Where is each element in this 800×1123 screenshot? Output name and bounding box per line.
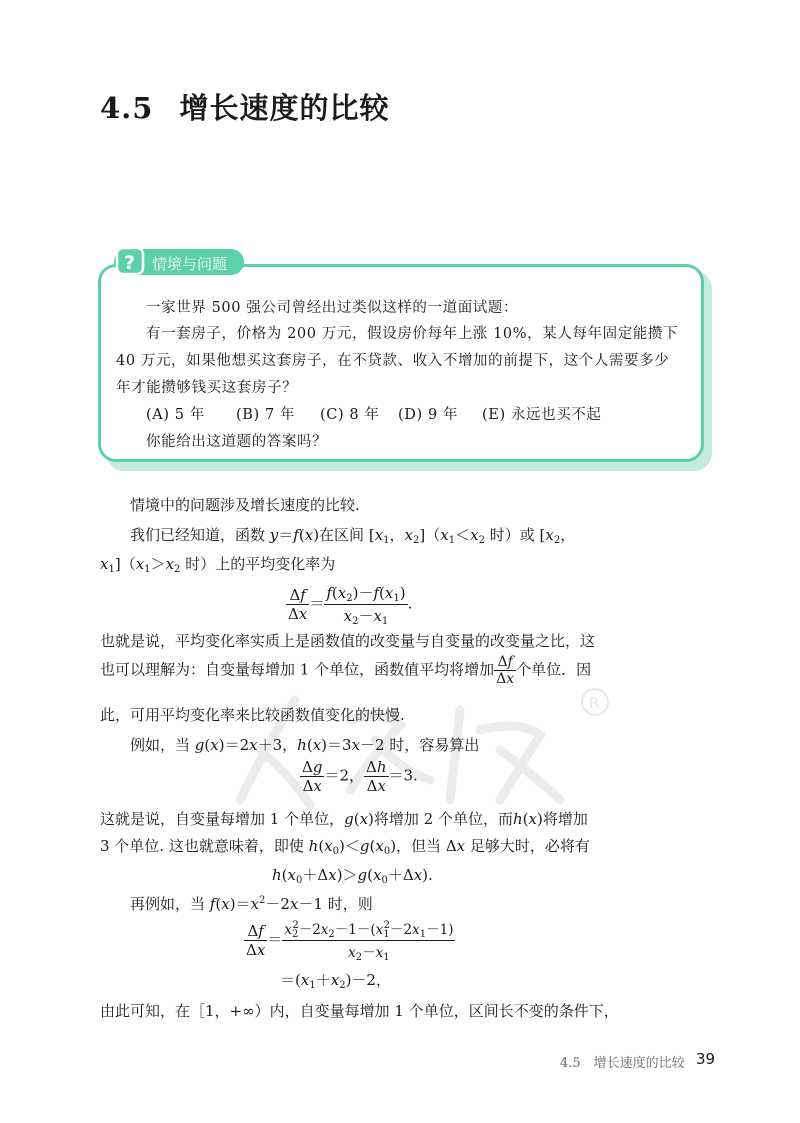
paragraph-11: 再例如，当 $f(x)=x^2-2x-1$ 时，则	[130, 895, 373, 913]
section-number: 4.5	[100, 91, 154, 125]
option-b: (B) 7 年	[236, 407, 296, 423]
formula-example-3: $\frac{\Delta f}{\Delta x}$ ＝ $\frac{x_2^2-2x_2-1-(x_1^2-2x_1-1)}{x_2-x_1}$	[246, 920, 454, 963]
formula-example-2: $h(x_0+\Delta x)>g(x_0+\Delta x)$.	[272, 866, 433, 886]
paragraph-6: 此，可用平均变化率来比较函数值变化的快慢.	[100, 706, 405, 724]
formula-avg-rate: $\frac{\Delta f}{\Delta x}$ ＝ $\frac{f(x_2)-f(x_1)}{x_2-x_1}$ .	[288, 584, 413, 627]
option-e: (E) 永远也买不起	[482, 407, 602, 423]
paragraph-14: 由此可知，在［1，+∞）内，自变量每增加 1 个单位，区间长不变的条件下，	[100, 1002, 619, 1020]
paragraph-8: 这就是说，自变量每增加 1 个单位，g(x)将增加 2 个单位，而h(x)将增加	[100, 810, 588, 828]
option-d: (D) 9 年	[398, 407, 459, 423]
box-line-4: 年才能攒够钱买这套房子？	[116, 380, 298, 396]
box-line-6: 你能给出这道题的答案吗？	[146, 434, 328, 450]
box-line-3: 40 万元，如果他想买这套房子，在不贷款、收入不增加的前提下，这个人需要多少	[116, 353, 670, 369]
box-line-1: 一家世界 500 强公司曾经出过类似这样的一道面试题：	[146, 300, 519, 316]
paragraph-7: 例如，当 g(x)＝2x＋3，h(x)＝3x－2 时，容易算出	[130, 736, 480, 754]
section-heading: 增长速度的比较	[179, 91, 390, 125]
section-title	[100, 86, 389, 127]
formula-example-3-result: $=(x_1+x_2)-2$，	[280, 971, 391, 991]
box-title: 情境与问题	[152, 255, 228, 273]
option-c: (C) 8 年	[320, 407, 380, 423]
page-number: 39	[696, 1050, 716, 1068]
paragraph-1: 情境中的问题涉及增长速度的比较.	[130, 496, 360, 514]
paragraph-3: $x_1](x_1>x_2$ 时）上的平均变化率为	[100, 555, 336, 575]
paragraph-9: 3 个单位. 这也就意味着，即使 $h(x_0)<g(x_0)$，但当 Δx 足够大时，必将有	[100, 837, 590, 857]
paragraph-2: 我们已经知道，函数 y＝f(x)在区间 [$x_1$，$x_2](x_1<x_2$ 时）或 [$x_2$，	[130, 526, 576, 546]
running-footer: 4.5 增长速度的比较	[560, 1056, 685, 1071]
question-icon	[114, 245, 148, 279]
formula-example-1: $\frac{\Delta g}{\Delta x}$ ＝2， $\frac{\Delta h}{\Delta x}$ ＝3.	[302, 758, 418, 795]
svg-text:R: R	[589, 694, 600, 712]
paragraph-5: 也可以理解为：自变量每增加 1 个单位，函数值平均将增加 $\frac{\Delta f}{\Delta x}$ 个单位．因	[100, 654, 592, 687]
svg-text:?: ?	[124, 252, 136, 274]
paragraph-4: 也就是说，平均变化率实质上是函数值的改变量与自变量的改变量之比，这	[100, 632, 596, 650]
box-line-2: 有一套房子，价格为 200 万元，假设房价每年上涨 10%，某人每年固定能攒下	[146, 326, 679, 342]
option-a: (A) 5 年	[146, 407, 205, 423]
